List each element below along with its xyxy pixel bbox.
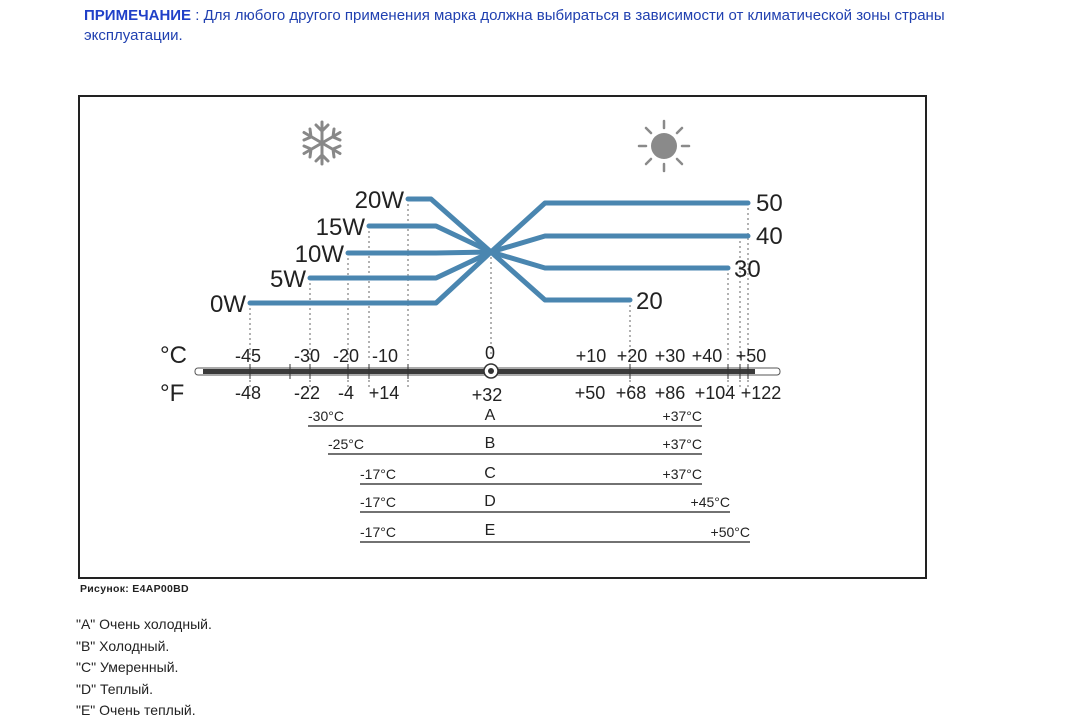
fahrenheit-tick: -4 xyxy=(337,383,355,403)
fahrenheit-tick: +86 xyxy=(654,383,686,403)
fahrenheit-tick: +32 xyxy=(471,385,503,405)
zone-e-min: -17°C xyxy=(360,524,396,540)
note-label: ПРИМЕЧАНИЕ xyxy=(84,7,192,24)
fahrenheit-tick: +14 xyxy=(368,383,400,403)
legend-item-b: "B" Холодный. xyxy=(76,637,170,654)
sun-icon xyxy=(639,121,689,171)
zone-c-letter: C xyxy=(484,465,496,482)
grade-label-10w: 10W xyxy=(294,241,344,268)
grade-label-50: 50 xyxy=(756,190,783,217)
diagram-frame xyxy=(79,96,926,578)
zone-b-max: +37°C xyxy=(662,436,702,452)
fahrenheit-tick: +104 xyxy=(694,383,736,403)
celsius-tick: -20 xyxy=(332,346,360,366)
celsius-tick: -10 xyxy=(371,346,399,366)
line-10w xyxy=(348,252,491,253)
celsius-tick: 0 xyxy=(484,343,496,363)
legend-item-a: "A" Очень холодный. xyxy=(76,616,212,632)
zone-a-max: +37°C xyxy=(662,408,702,424)
zone-a-letter: A xyxy=(484,407,496,424)
fahrenheit-tick: +68 xyxy=(615,383,647,403)
grade-label-15w: 15W xyxy=(315,214,365,241)
celsius-tick: +10 xyxy=(575,346,607,366)
zone-d-letter: D xyxy=(484,493,496,510)
zone-legend xyxy=(76,614,212,722)
fahrenheit-tick: -48 xyxy=(234,383,262,403)
celsius-tick: +50 xyxy=(735,346,767,366)
grade-label-20: 20 xyxy=(636,288,663,315)
zone-b-letter: B xyxy=(484,435,496,452)
grade-label-20w: 20W xyxy=(354,187,404,214)
grade-label-40: 40 xyxy=(756,223,783,250)
fahrenheit-tick: +122 xyxy=(740,383,782,403)
grade-label-30: 30 xyxy=(734,256,761,283)
zone-b-min: -25°C xyxy=(328,436,364,452)
figure-caption: Рисунок: E4AP00BD xyxy=(80,583,189,595)
zone-a-min: -30°C xyxy=(308,408,344,424)
celsius-tick: +30 xyxy=(654,346,686,366)
celsius-tick: +40 xyxy=(691,346,723,366)
legend-item-d: "D" Теплый. xyxy=(76,680,154,697)
legend-item-e: "E" Очень теплый. xyxy=(76,702,196,718)
unit-fahrenheit: °F xyxy=(160,380,185,407)
grade-label-0w: 0W xyxy=(210,291,246,318)
zone-c-min: -17°C xyxy=(360,466,396,482)
zone-c-max: +37°C xyxy=(662,466,702,482)
legend-item-c: "C" Умеренный. xyxy=(76,659,179,675)
zone-e-letter: E xyxy=(484,522,496,539)
fahrenheit-tick: +50 xyxy=(574,383,606,403)
fahrenheit-tick: -22 xyxy=(293,383,321,403)
zone-d-max: +45°C xyxy=(690,494,730,510)
celsius-tick: +20 xyxy=(616,346,648,366)
celsius-tick: -30 xyxy=(293,346,321,366)
zone-d-min: -17°C xyxy=(360,494,396,510)
note-text: : Для любого другого применения марка должна выбираться в зависимости от климатической зоны страны эксплуатации. xyxy=(84,7,945,44)
zone-e-max: +50°C xyxy=(710,524,750,540)
unit-celsius: °C xyxy=(160,342,187,369)
grade-label-5w: 5W xyxy=(270,266,306,293)
celsius-tick: -45 xyxy=(234,346,262,366)
